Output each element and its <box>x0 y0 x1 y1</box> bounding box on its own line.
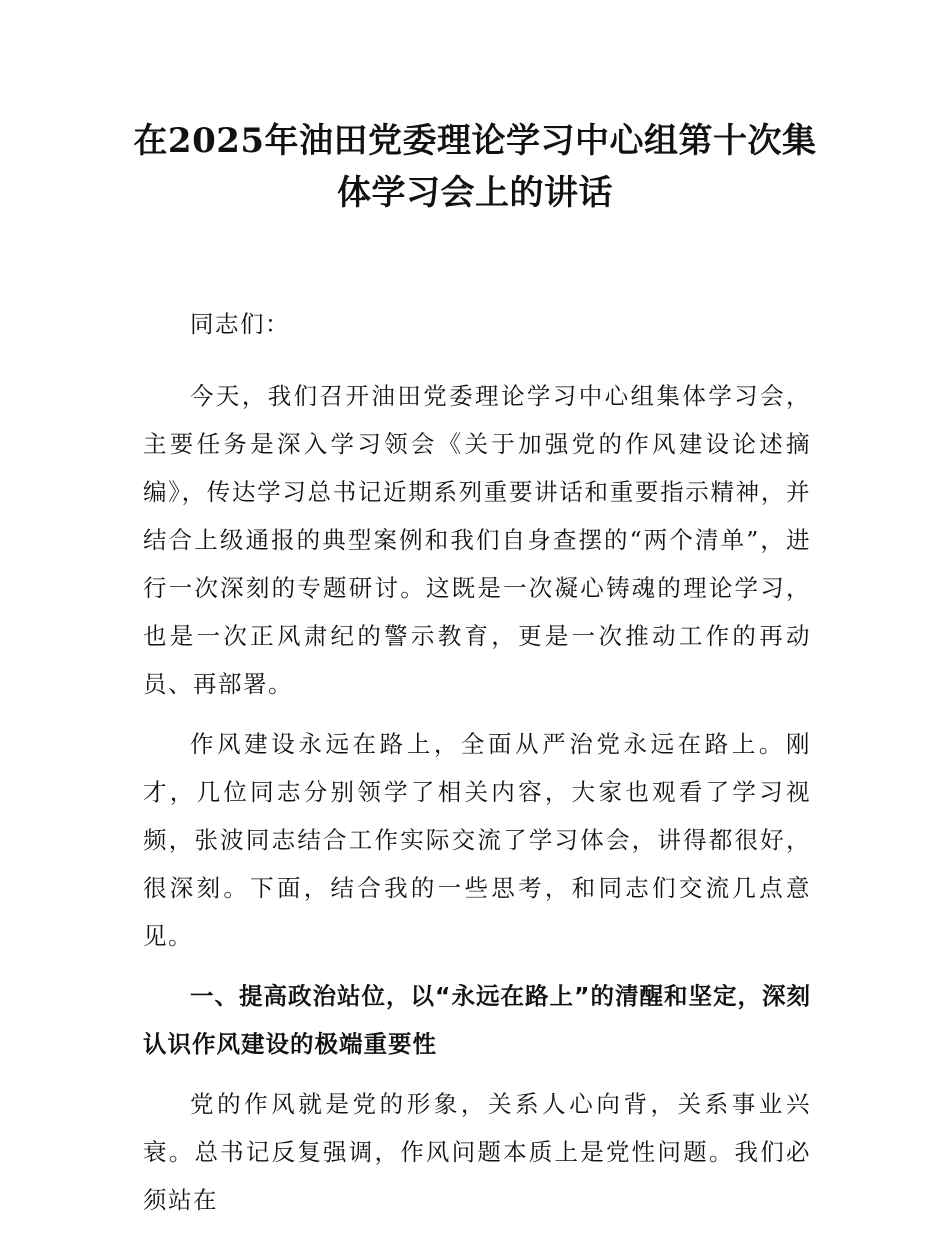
document-title: 在2025年油田党委理论学习中心组第十次集体学习会上的讲话 <box>133 121 817 213</box>
section-heading: 一、提高政治站位，以“永远在路上”的清醒和坚定，深刻认识作风建设的极端重要性 <box>143 982 811 1058</box>
document-body <box>143 300 811 1236</box>
intro-paragraph: 今天，我们召开油田党委理论学习中心组集体学习会，主要任务是深入学习领会《关于加强党的作风建设论述摘编》，传达学习总书记近期系列重要讲话和重要指示精神，并结合上级通报的典型案例和我们自身查摆的“两个清单”，进行一次深刻的专题研讨。这既是一次凝心铸魂的理论学习，也是一次正风肃纪的警示教育，更是一次推动工作的再动员、再部署。 <box>143 382 811 698</box>
greeting: 同志们： <box>190 310 290 338</box>
section-paragraph: 党的作风就是党的形象，关系人心向背，关系事业兴衰。总书记反复强调，作风问题本质上是党性问题。我们必须站在 <box>143 1090 811 1214</box>
body-paragraph: 作风建设永远在路上，全面从严治党永远在路上。刚才，几位同志分别领学了相关内容，大家也观看了学习视频，张波同志结合工作实际交流了学习体会，讲得都很好，很深刻。下面，结合我的一些思考，和同志们交流几点意见。 <box>143 730 811 950</box>
